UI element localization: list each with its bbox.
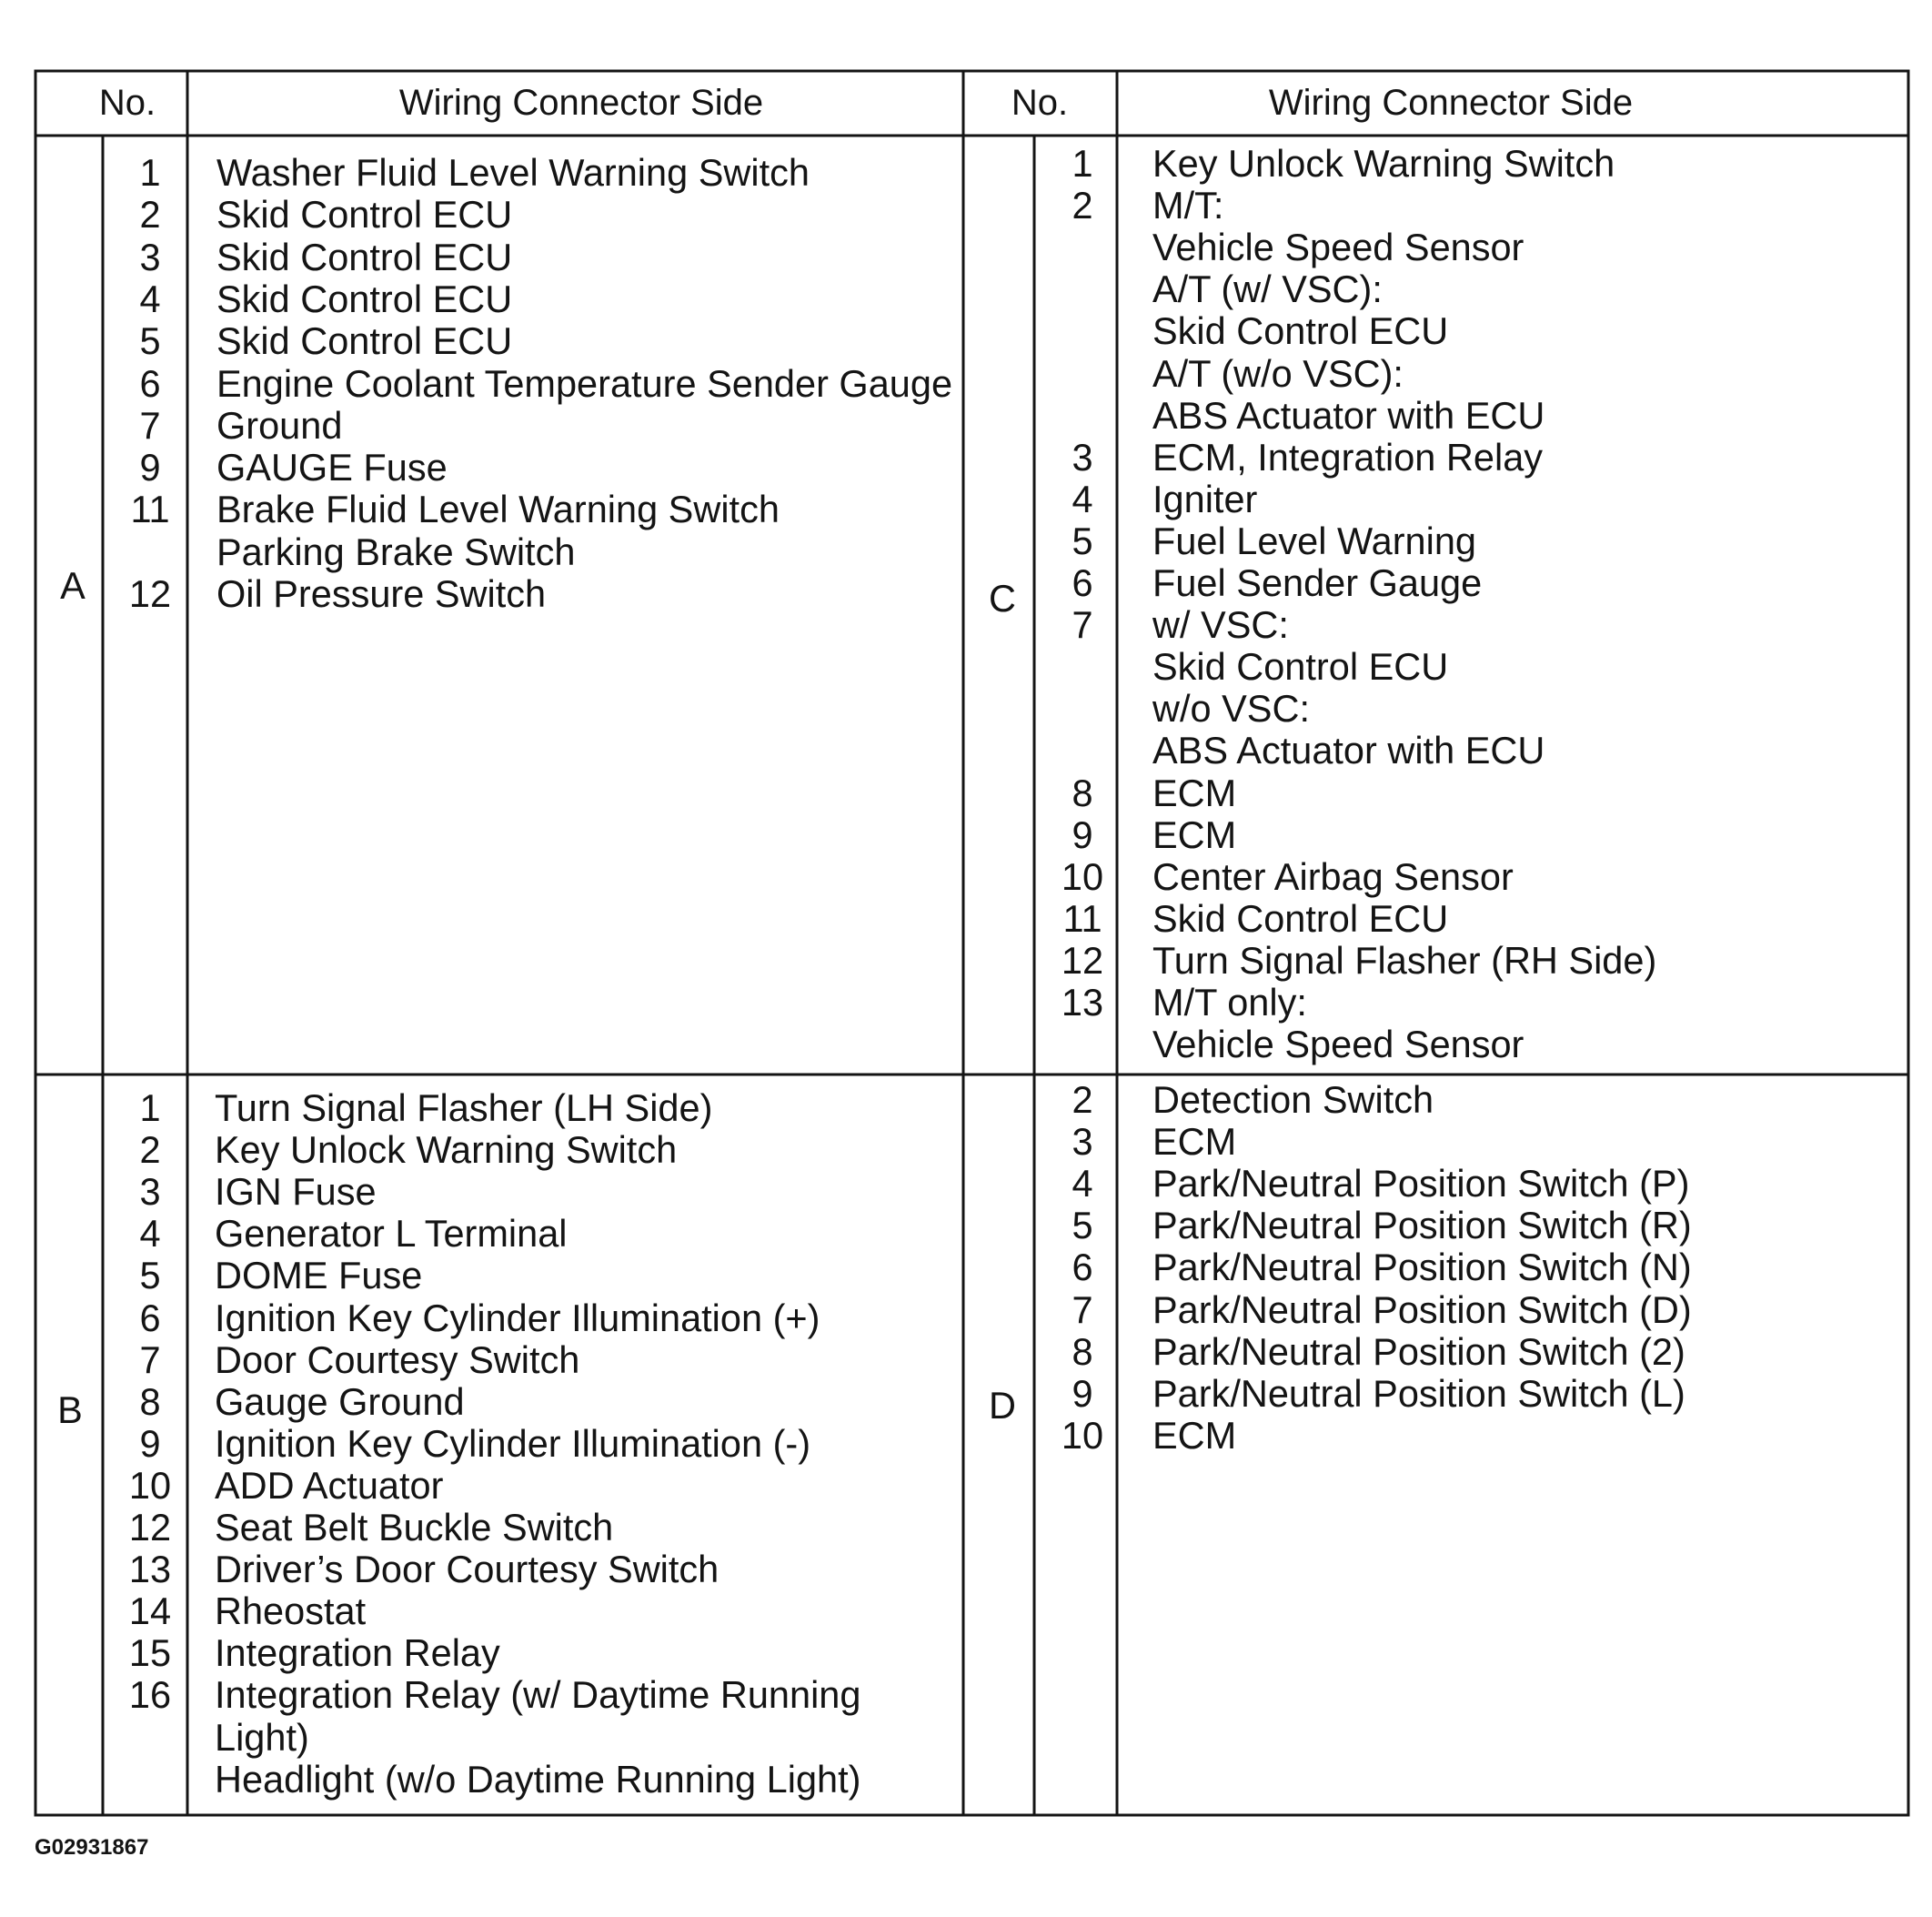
- c-row-17-text: ECM: [1152, 812, 1237, 856]
- b-row-8-no: 8: [139, 1379, 161, 1423]
- b-row-6-no: 6: [139, 1296, 161, 1339]
- d-row-1-text: Detection Switch: [1152, 1078, 1434, 1121]
- a-row-6-text: Engine Coolant Temperature Sender Gauge: [216, 361, 953, 405]
- c-row-9-no: 4: [1072, 477, 1093, 520]
- d-row-9-text: ECM: [1152, 1413, 1237, 1457]
- c-row-18-text: Center Airbag Sensor: [1152, 854, 1514, 898]
- a-row-1-text: Washer Fluid Level Warning Switch: [216, 151, 810, 194]
- header-wiring-connector-side-right: Wiring Connector Side: [1268, 83, 1634, 123]
- d-row-5-no: 6: [1072, 1246, 1093, 1289]
- c-row-16-text: ECM: [1152, 771, 1237, 814]
- c-row-8-text: ECM, Integration Relay: [1152, 435, 1544, 479]
- b-row-2-no: 2: [139, 1128, 161, 1172]
- a-row-1-no: 1: [139, 151, 161, 194]
- figure-code: G02931867: [35, 1835, 149, 1860]
- b-row-12-text: Driver’s Door Courtesy Switch: [215, 1548, 719, 1591]
- d-row-3-text: Park/Neutral Position Switch (P): [1152, 1162, 1690, 1206]
- a-row-8-no: 9: [139, 446, 161, 489]
- b-row-2-text: Key Unlock Warning Switch: [215, 1128, 678, 1172]
- header-wiring-connector-side-left: Wiring Connector Side: [398, 83, 764, 123]
- b-row-4-no: 4: [139, 1212, 161, 1256]
- header-no-left: No.: [98, 83, 156, 123]
- b-row-14-no: 15: [128, 1631, 172, 1675]
- a-row-4-text: Skid Control ECU: [216, 277, 513, 320]
- c-row-13-text: Skid Control ECU: [1152, 645, 1449, 689]
- c-row-8-no: 3: [1072, 435, 1093, 479]
- b-row-5-text: DOME Fuse: [215, 1254, 423, 1297]
- b-row-6-text: Ignition Key Cylinder Illumination (+): [215, 1296, 820, 1339]
- c-row-11-no: 6: [1072, 561, 1093, 604]
- b-row-17-text: Headlight (w/o Daytime Running Light): [215, 1757, 861, 1801]
- b-row-11-text: Seat Belt Buckle Switch: [215, 1506, 614, 1549]
- b-row-9-text: Ignition Key Cylinder Illumination (-): [215, 1421, 811, 1465]
- c-row-17-no: 9: [1072, 812, 1093, 856]
- b-row-14-text: Integration Relay: [215, 1631, 500, 1675]
- d-row-4-no: 5: [1072, 1204, 1093, 1247]
- d-row-1-no: 2: [1072, 1078, 1093, 1121]
- c-row-15-text: ABS Actuator with ECU: [1152, 729, 1545, 772]
- c-row-16-no: 8: [1072, 771, 1093, 814]
- b-row-15-no: 16: [128, 1673, 172, 1717]
- c-row-5-text: Skid Control ECU: [1152, 309, 1449, 353]
- b-row-9-no: 9: [139, 1421, 161, 1465]
- a-row-7-text: Ground: [216, 403, 343, 447]
- b-row-1-no: 1: [139, 1086, 161, 1129]
- c-row-18-no: 10: [1061, 854, 1104, 898]
- group-letter-b: B: [57, 1388, 83, 1431]
- a-row-8-text: GAUGE Fuse: [216, 446, 448, 489]
- a-row-11-text: Oil Pressure Switch: [216, 572, 547, 615]
- c-row-12-text: w/ VSC:: [1152, 603, 1289, 647]
- a-row-10-text: Parking Brake Switch: [216, 530, 576, 573]
- c-row-7-text: ABS Actuator with ECU: [1152, 393, 1545, 437]
- a-row-4-no: 4: [139, 277, 161, 320]
- c-row-20-text: Turn Signal Flasher (RH Side): [1152, 938, 1657, 982]
- b-row-3-text: IGN Fuse: [215, 1170, 377, 1214]
- c-row-4-text: A/T (w/ VSC):: [1152, 267, 1383, 311]
- a-row-9-text: Brake Fluid Level Warning Switch: [216, 488, 780, 531]
- a-row-5-text: Skid Control ECU: [216, 319, 513, 363]
- group-letter-c: C: [989, 577, 1016, 620]
- d-row-7-text: Park/Neutral Position Switch (2): [1152, 1329, 1685, 1373]
- a-row-11-no: 12: [128, 572, 172, 615]
- c-row-6-text: A/T (w/o VSC):: [1152, 351, 1404, 395]
- header-no-right: No.: [1011, 83, 1069, 123]
- a-row-7-no: 7: [139, 403, 161, 447]
- c-row-9-text: Igniter: [1152, 477, 1258, 520]
- b-row-10-no: 10: [128, 1463, 172, 1507]
- a-row-3-no: 3: [139, 235, 161, 278]
- c-row-2-no: 2: [1072, 184, 1093, 227]
- d-row-8-no: 9: [1072, 1371, 1093, 1415]
- d-row-3-no: 4: [1072, 1162, 1093, 1206]
- c-row-1-text: Key Unlock Warning Switch: [1152, 142, 1615, 185]
- c-row-11-text: Fuel Sender Gauge: [1152, 561, 1483, 604]
- d-row-7-no: 8: [1072, 1329, 1093, 1373]
- c-row-3-text: Vehicle Speed Sensor: [1152, 226, 1524, 269]
- c-row-20-no: 12: [1061, 938, 1104, 982]
- c-row-2-text: M/T:: [1152, 184, 1224, 227]
- b-row-5-no: 5: [139, 1254, 161, 1297]
- c-row-21-text: M/T only:: [1152, 981, 1307, 1024]
- d-row-2-no: 3: [1072, 1120, 1093, 1164]
- d-row-8-text: Park/Neutral Position Switch (L): [1152, 1371, 1685, 1415]
- d-row-2-text: ECM: [1152, 1120, 1237, 1164]
- c-row-12-no: 7: [1072, 603, 1093, 647]
- a-row-2-text: Skid Control ECU: [216, 193, 513, 237]
- d-row-6-no: 7: [1072, 1287, 1093, 1331]
- d-row-6-text: Park/Neutral Position Switch (D): [1152, 1287, 1692, 1331]
- group-letter-a: A: [60, 564, 86, 607]
- b-row-8-text: Gauge Ground: [215, 1379, 465, 1423]
- b-row-7-no: 7: [139, 1337, 161, 1381]
- a-row-3-text: Skid Control ECU: [216, 235, 513, 278]
- b-row-11-no: 12: [128, 1506, 172, 1549]
- d-row-9-no: 10: [1061, 1413, 1104, 1457]
- c-row-19-no: 11: [1062, 896, 1102, 940]
- a-row-5-no: 5: [139, 319, 161, 363]
- c-row-22-text: Vehicle Speed Sensor: [1152, 1023, 1524, 1066]
- b-row-13-no: 14: [128, 1589, 172, 1633]
- a-row-9-no: 11: [130, 488, 170, 531]
- c-row-10-no: 5: [1072, 519, 1093, 562]
- b-row-3-no: 3: [139, 1170, 161, 1214]
- group-letter-d: D: [989, 1384, 1016, 1427]
- c-row-10-text: Fuel Level Warning: [1152, 519, 1476, 562]
- b-row-13-text: Rheostat: [215, 1589, 367, 1633]
- b-row-16-text: Light): [215, 1715, 309, 1759]
- b-row-10-text: ADD Actuator: [215, 1463, 444, 1507]
- b-row-4-text: Generator L Terminal: [215, 1212, 568, 1256]
- b-row-7-text: Door Courtesy Switch: [215, 1337, 580, 1381]
- c-row-1-no: 1: [1072, 142, 1093, 185]
- c-row-21-no: 13: [1061, 981, 1104, 1024]
- c-row-14-text: w/o VSC:: [1152, 687, 1310, 731]
- c-row-19-text: Skid Control ECU: [1152, 896, 1449, 940]
- a-row-6-no: 6: [139, 361, 161, 405]
- b-row-15-text: Integration Relay (w/ Daytime Running: [215, 1673, 861, 1717]
- b-row-12-no: 13: [128, 1548, 172, 1591]
- a-row-2-no: 2: [139, 193, 161, 237]
- d-row-5-text: Park/Neutral Position Switch (N): [1152, 1246, 1692, 1289]
- b-row-1-text: Turn Signal Flasher (LH Side): [215, 1086, 713, 1129]
- d-row-4-text: Park/Neutral Position Switch (R): [1152, 1204, 1692, 1247]
